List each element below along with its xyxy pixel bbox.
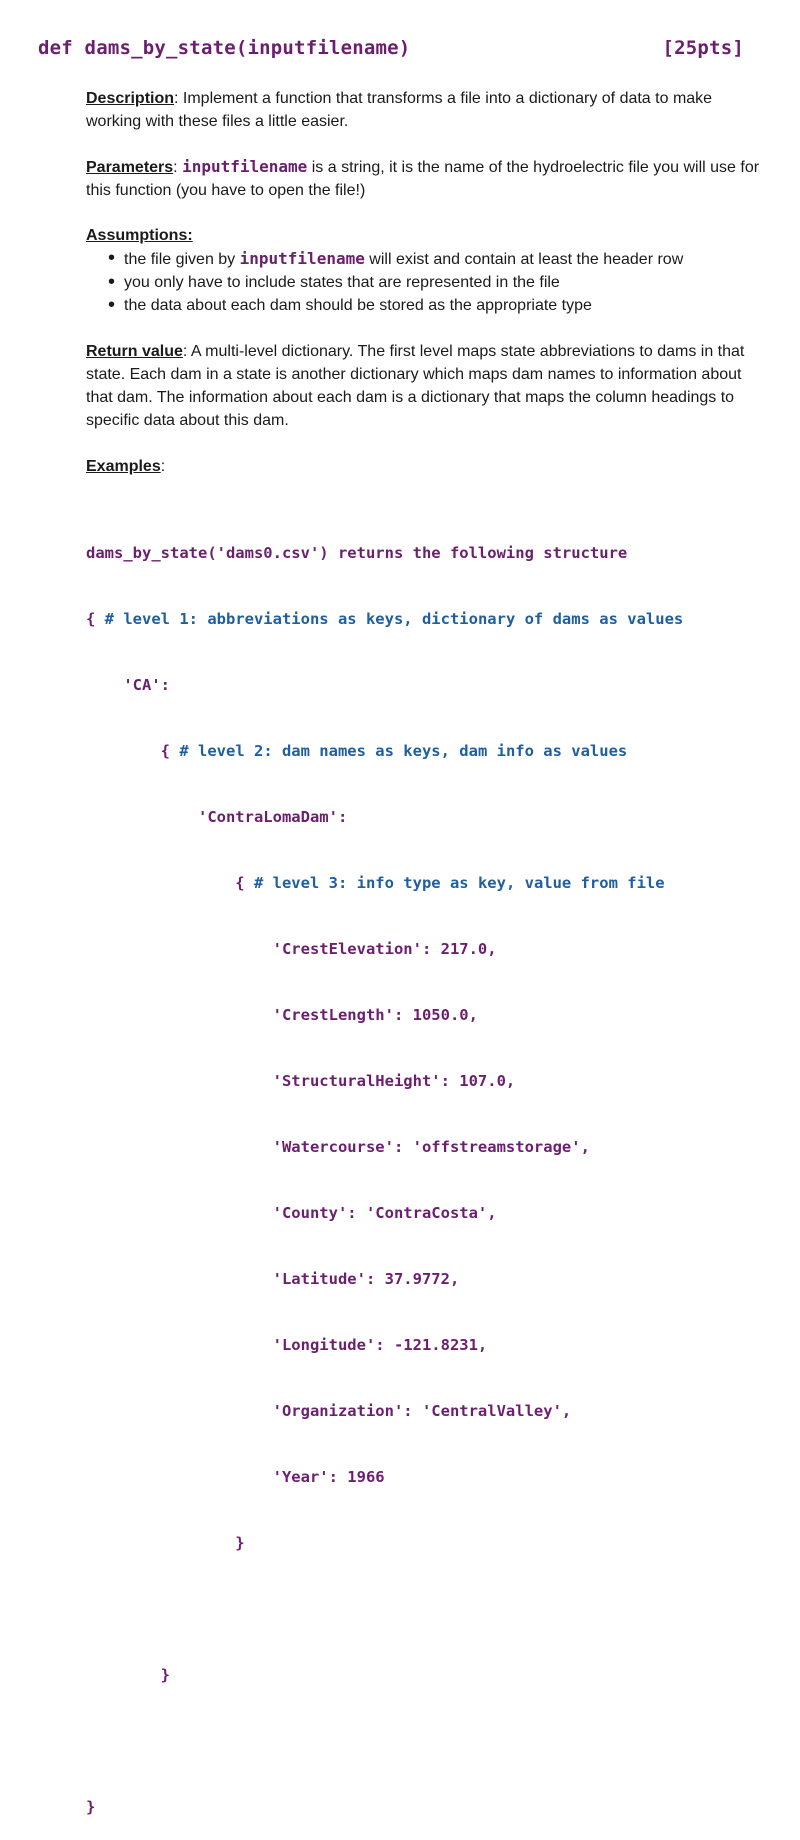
assumption-text: will exist and contain at least the header row — [364, 251, 684, 268]
description-section — [86, 87, 766, 133]
code-line — [86, 1730, 786, 1752]
examples-label: Examples — [86, 458, 161, 475]
code-line: 'Longitude': -121.8231, — [86, 1336, 488, 1354]
assumption-item: • you only have to include states that are represented in the file — [106, 271, 766, 294]
code-line: 'CA': — [86, 676, 170, 694]
code-comment: # level 2: dam names as keys, dam info as values — [179, 742, 628, 760]
points-badge: [25pts] — [662, 37, 744, 59]
code-comment: # level 3: info type as key, value from file — [253, 874, 665, 892]
assumption-text: the file given by — [124, 251, 240, 268]
assumption-item: • the data about each dam should be stored as the appropriate type — [106, 294, 766, 317]
example-code-block — [86, 498, 786, 1840]
code-line: 'StructuralHeight': 107.0, — [86, 1072, 516, 1090]
parameters-section — [86, 155, 766, 202]
code-line — [86, 872, 786, 894]
code-line: 'County': 'ContraCosta', — [86, 1204, 497, 1222]
return-value-text: : A multi-level dictionary. The first level maps state abbreviations to dams in that state. Each dam in a state is another dictionary which maps dam names to information about that dam. The information about each dam is a dictionary that maps the column headings to specific data about this dam. — [86, 343, 745, 429]
function-heading — [38, 37, 744, 59]
examples-colon: : — [160, 458, 166, 475]
code-line: 'Organization': 'CentralValley', — [86, 1402, 572, 1420]
code-comment: # level 1: abbreviations as keys, dictionary of dams as values — [104, 610, 684, 628]
code-line — [86, 608, 786, 630]
code-line: 'CrestElevation': 217.0, — [86, 940, 497, 958]
code-line: dams_by_state('dams0.csv') returns the following structure — [86, 544, 628, 562]
code-line: 'Watercourse': 'offstreamstorage', — [86, 1138, 590, 1156]
code-text: { — [86, 610, 105, 628]
description-label: Description — [86, 90, 175, 107]
code-text: { — [86, 742, 180, 760]
code-text: { — [86, 874, 254, 892]
code-line: 'CrestLength': 1050.0, — [86, 1006, 478, 1024]
parameters-label: Parameters — [86, 159, 174, 176]
assumptions-section — [86, 224, 766, 317]
code-line: } — [86, 1534, 245, 1552]
code-line: } — [86, 1798, 96, 1816]
code-line: 'Latitude': 37.9772, — [86, 1270, 460, 1288]
assumption-item — [106, 247, 766, 271]
parameters-text: is a string, it is the name of the hydroelectric file you will use for this function (you have to open the file!) — [86, 159, 760, 199]
parameters-sep: : — [173, 159, 183, 176]
parameter-name: inputfilename — [239, 249, 365, 268]
parameter-name: inputfilename — [182, 157, 308, 176]
assumptions-label: Assumptions: — [86, 227, 193, 244]
assumptions-list — [86, 247, 766, 317]
code-line: } — [86, 1666, 170, 1684]
code-line — [86, 740, 786, 762]
code-line: 'ContraLomaDam': — [86, 808, 348, 826]
code-line — [86, 1598, 786, 1620]
return-value-label: Return value — [86, 343, 183, 360]
description-text: : Implement a function that transforms a file into a dictionary of data to make working with these files a little easier. — [86, 90, 713, 130]
function-signature: def dams_by_state(inputfilename) — [38, 37, 411, 59]
return-value-section — [86, 340, 766, 432]
examples-section — [86, 455, 766, 478]
code-line: 'Year': 1966 — [86, 1468, 385, 1486]
